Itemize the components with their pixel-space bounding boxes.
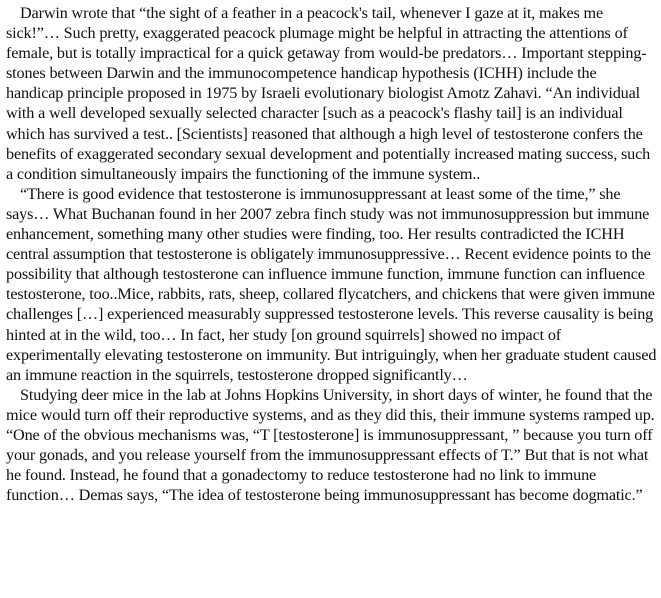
paragraph-testosterone-evidence: “There is good evidence that testosterone is immunosuppressant at least some of the time,” she says… What Buchanan found in her 2007 zebra finch study was not immunosuppression but immune enhancement, something many other studies were finding, too. Her results contradicted the ICHH central assumption that testosterone is obligately immunosuppressive… Recent evidence points to the possibility that although testosterone can influence immune function, immune function can influence testosterone, too..Mice, rabbits, rats, sheep, collared flycatchers, and chickens that were given immune challenges […] experienced measurably suppressed testosterone levels. This reverse causality is being hinted at in the wild, too… In fact, her study [on ground squirrels] showed no impact of experimentally elevating testosterone on immunity. But intriguingly, when her graduate student caused an immune reaction in the squirrels, testosterone dropped significantly… <box>6 184 657 384</box>
paragraph-deer-mice-study: Studying deer mice in the lab at Johns Hopkins University, in short days of winter, he found that the mice would turn off their reproductive systems, and as they did this, their immune systems ramped up. “One of the obvious mechanisms was, “T [testosterone] is immunosuppressant, ” because you turn off your gonads, and you release yourself from the immunosuppressant effects of T.” But that is not what he found. Instead, he found that a gonadectomy to reduce testosterone had no link to immune function… Demas says, “The idea of testosterone being immunosuppressant has become dogmatic.” <box>6 385 655 505</box>
paragraph-darwin-peacock: Darwin wrote that “the sight of a feather in a peacock's tail, whenever I gaze at it, makes me sick!”… Such pretty, exaggerated peacock plumage might be helpful in attracting the attentions of female, but is totally impractical for a quick getaway from would-be predators… Important stepping-stones between Darwin and the immunocompetence handicap hypothesis (ICHH) include the handicap principle proposed in 1975 by Israeli evolutionary biologist Amotz Zahavi. “An individual with a well developed sexually selected character [such as a peacock's flashy tail] is an individual which has survived a test.. [Scientists] reasoned that although a high level of testosterone confers the benefits of exaggerated secondary sexual development and potentially increased mating success, such a condition simultaneously impairs the functioning of the immune system.. <box>6 4 651 183</box>
